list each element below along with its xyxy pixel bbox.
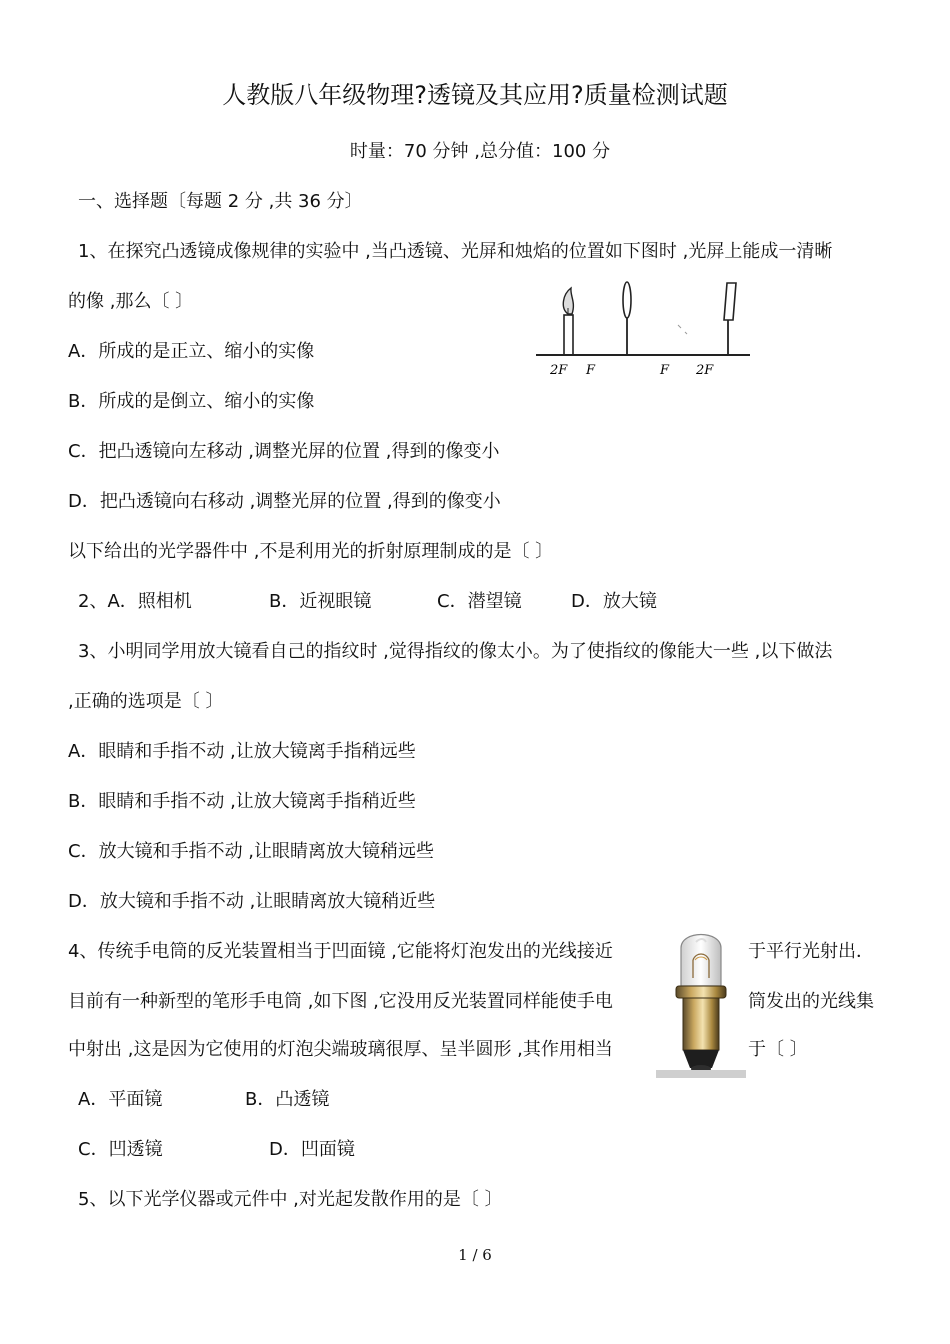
q1-option-a: A．所成的是正立、缩小的实像 — [68, 341, 315, 362]
q2-option-a: 2、A．照相机 — [78, 591, 192, 612]
q5-stem: 5、以下光学仪器或元件中 ,对光起发散作用的是〔 〕 — [78, 1189, 503, 1210]
q4-line2-right: 筒发出的光线集 — [748, 991, 874, 1012]
q3-option-a: A．眼睛和手指不动 ,让放大镜离手指稍远些 — [68, 741, 416, 762]
q4-option-c: C．凹透镜 — [78, 1139, 163, 1160]
q2-option-d: D．放大镜 — [571, 591, 657, 612]
q4-line1-left: 4、传统手电筒的反光装置相当于凹面镜 ,它能将灯泡发出的光线接近 — [68, 941, 613, 962]
page-number: 1 / 6 — [458, 1246, 492, 1264]
q3-stem-line2: ,正确的选项是〔 〕 — [68, 691, 224, 712]
q4-line3-left: 中射出 ,这是因为它使用的灯泡尖端玻璃很厚、呈半圆形 ,其作用相当 — [68, 1039, 613, 1060]
q3-option-d: D．放大镜和手指不动 ,让眼睛离放大镜稍近些 — [68, 891, 436, 912]
label-f-left: F — [586, 363, 596, 378]
bulb-glass-icon — [681, 935, 721, 987]
exam-info: 时量：70 分钟 ,总分值：100 分 — [349, 141, 611, 162]
q3-stem-line1: 3、小明同学用放大镜看自己的指纹时 ,觉得指纹的像太小。为了使指纹的像能大一些 ,以下做法 — [78, 641, 833, 662]
q4-option-d: D．凹面镜 — [269, 1139, 355, 1160]
label-f-right: F — [660, 363, 670, 378]
q3-option-b: B．眼睛和手指不动 ,让放大镜离手指稍近些 — [68, 791, 416, 812]
q2-option-b: B．近视眼镜 — [269, 591, 372, 612]
label-2f-left: 2F — [550, 363, 568, 378]
q4-line3-right: 于〔 〕 — [748, 1039, 808, 1060]
q1-stem-line2: 的像 ,那么〔 〕 — [68, 291, 194, 312]
candle-icon — [563, 288, 573, 355]
label-2f-right: 2F — [696, 363, 714, 378]
section-heading: 一、选择题〔每题 2 分 ,共 36 分〕 — [78, 191, 363, 212]
q1-stem-line1: 1、在探究凸透镜成像规律的实验中 ,当凸透镜、光屏和烛焰的位置如下图时 ,光屏上能成一清晰 — [78, 241, 833, 262]
q1-option-c: C．把凸透镜向左移动 ,调整光屏的位置 ,得到的像变小 — [68, 441, 500, 462]
page-title: 人教版八年级物理?透镜及其应用?质量检测试题 — [222, 81, 728, 109]
q1-option-d: D．把凸透镜向右移动 ,调整光屏的位置 ,得到的像变小 — [68, 491, 501, 512]
q2-stem: 以下给出的光学器件中 ,不是利用光的折射原理制成的是〔 〕 — [68, 541, 554, 562]
q4-line2-left: 目前有一种新型的笔形手电筒 ,如下图 ,它没用反光装置同样能使手电 — [68, 991, 613, 1012]
q1-option-b: B．所成的是倒立、缩小的实像 — [68, 391, 315, 412]
q4-option-b: B．凸透镜 — [245, 1089, 330, 1110]
lens-experiment-figure — [530, 278, 755, 383]
flashlight-bulb-image — [656, 918, 746, 1078]
q2-option-c: C．潜望镜 — [437, 591, 522, 612]
convex-lens-icon — [623, 282, 631, 355]
q4-line1-right: 于平行光射出． — [748, 941, 874, 962]
screen-icon — [724, 283, 736, 355]
q3-option-c: C．放大镜和手指不动 ,让眼睛离放大镜稍远些 — [68, 841, 435, 862]
q4-option-a: A．平面镜 — [78, 1089, 163, 1110]
